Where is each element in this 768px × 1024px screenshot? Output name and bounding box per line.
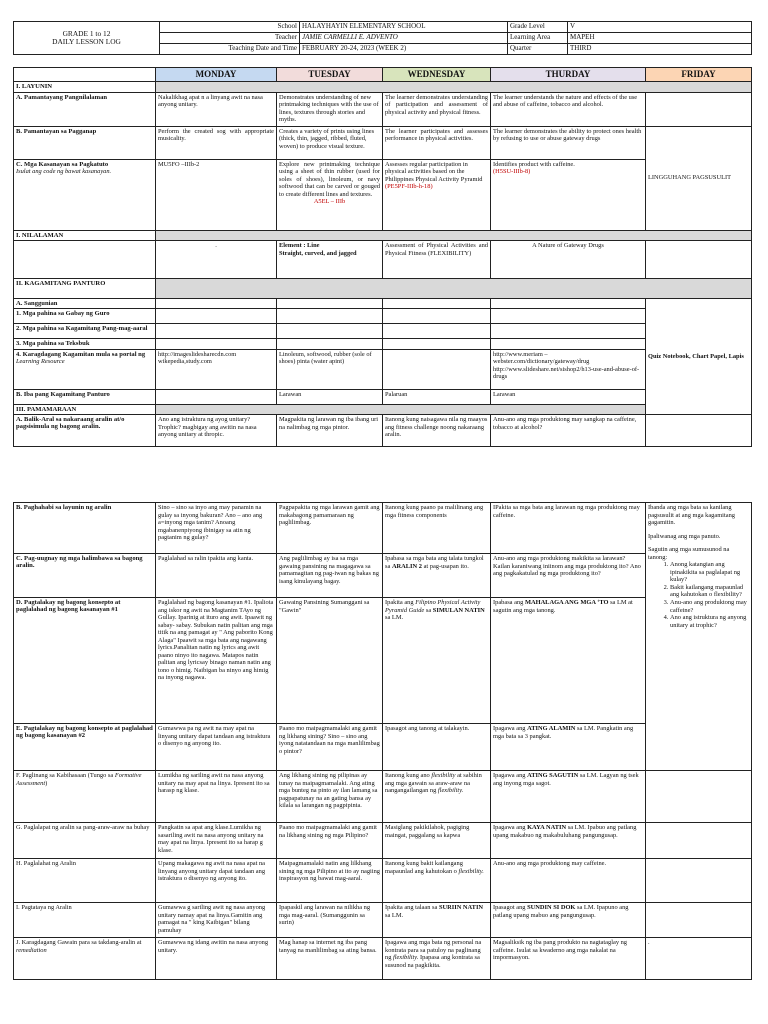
cell-e-thu xyxy=(491,724,646,771)
cell-f-mon: Lumikha ng sariling awit na nasa anyong unitary na may apat na linya. Ipresent ito sa harasp ng klase. xyxy=(156,771,277,823)
cell-bal-thu: Anu-ano ang mga produktong may sangkap na caffeine, tobacco at alcohol? xyxy=(491,415,646,447)
i-thu-bold: SUNDIN SI DOK xyxy=(527,904,576,911)
cell-i-mon: Gumawwa g sariling awit ng nasa anyong unitary namay apat na linya.Gamitin ang pamagat na " king Kaibigan" bilang pamuhay xyxy=(156,903,277,938)
i-wed-2: sa LM. xyxy=(385,911,404,919)
cell xyxy=(383,309,491,324)
cell-s4-tue: Linoleum, softwood, rubber (sole of shoes) pinta (water apint) xyxy=(277,349,383,389)
row-label-b: B. Pamantayan sa Pagganap xyxy=(14,126,156,159)
cell-n-wed: Assessment of Physical Activities and Physical Fitness (FLEXIBILITY) xyxy=(383,240,491,278)
row-label-paghahabi: B. Paghahabi sa layunin ng aralin xyxy=(14,503,156,554)
row-label-c-cell xyxy=(14,159,156,230)
c-thu-code: (H5SU-IIIb-8) xyxy=(493,168,531,176)
cell-i-wed xyxy=(383,903,491,938)
f-thu-1: Ipagawa ang xyxy=(493,772,526,779)
row-label-i: I. Pagtataya ng Aralin xyxy=(14,903,156,938)
section-nilalaman: I. NILALAMAN xyxy=(14,230,156,240)
cell-a-wed: The learner demonstrates understanding of participation and assessment of physical activity and physical fitness. xyxy=(383,92,491,126)
header-table xyxy=(13,21,752,55)
row-label-f: F. Paglinang sa Kabihasaan (Tungo sa xyxy=(16,772,114,779)
cell-c-wed xyxy=(383,159,491,230)
cell-j-thu: Magsaliksik ng iba pang produkto na nagtataglay ng caffeine. Isulat sa kwaderno ang mga nakalat na impormasyon. xyxy=(491,938,646,980)
h-wed-italic: flexibility. xyxy=(458,867,484,875)
cell xyxy=(383,324,491,339)
row-label-f-cell xyxy=(14,771,156,823)
cell-c-tue xyxy=(277,159,383,230)
row-label-a: A. Pamantayang Pangnilalaman xyxy=(14,92,156,126)
i-wed-bold: SURIIN NATIN xyxy=(438,904,484,911)
cell-b2-thu: IPakita sa mga bata ang larawan ng mga produktong may caffeine. xyxy=(491,503,646,554)
d-thu-2: sa LM at sagutin ang mga tanong. xyxy=(493,599,633,614)
cell-g-thu xyxy=(491,823,646,859)
cell-b2-wed: Itanong kung paano pa malilinang ang mga fitness components xyxy=(383,503,491,554)
cell-e-mon: Gumawwa pa ng awit na may apat na linyang unitary dapat tandaan ang istraktura o disenyo ng anyong ito. xyxy=(156,724,277,771)
cell-bal-mon: Ano ang istraktura ng ayog unitary? Trophic? magbigay ang awitin na nasa anyong unitary at thropic. xyxy=(156,415,277,447)
h-wed-1: Itanong kung bakit kailangang mapaunlad ang kahutokan o xyxy=(385,860,463,875)
n-tue-line1: Element : Line xyxy=(279,241,320,249)
d-thu-bold: MAHALAGA ANG MGA ‘TO xyxy=(524,599,609,606)
cell-n-tue xyxy=(277,240,383,278)
day-friday: FRIDAY xyxy=(646,68,752,82)
section-layunin: I. LAYUNIN xyxy=(14,81,156,92)
row-label-sanggunian: A. Sanggunian xyxy=(14,298,156,308)
cell-d-mon: Paglalahad ng bagong kasanayan #1. Ipaliota ang iskor ng awit na Magtanim TAyo ng Gullay. Iparinig at ituro ang awit. Ipaawit ng sabay- sabay. Subukan natin palitan ang mga titik na ang pamagat ay " Ang paborito Kong Alaga" Ipaawit sa mga bata ang nagawang lyrics.Panalitan natin ng lyrics ang awit paano ninyo ito nagawa. Matapos natin palitan ang lyricsay binago naman natin ang tono o himig. Naibigan ba ninyo ang himig na inyong nagawa. xyxy=(156,598,277,724)
cell-n-fri xyxy=(646,240,752,278)
section-band xyxy=(156,230,752,240)
quarter-value: THIRD xyxy=(568,44,752,55)
cell-h-mon: Upang makagawa ng awit na nasa apat na linyang anyong unitary dapat tandaan ang istraktura o disenyo ng anyong ito. xyxy=(156,859,277,903)
c2-wed-1: Ipabasa sa mga bata ang talata tungkol sa xyxy=(385,555,484,570)
row-label-h: H. Paglalahat ng Aralin xyxy=(14,859,156,903)
e-thu-1: Ipagawa ang xyxy=(493,725,526,732)
cell-i-fri xyxy=(646,903,752,938)
i-thu-1: Ipasagot ang xyxy=(493,904,526,911)
cell xyxy=(383,339,491,349)
d-wed-2: sa xyxy=(425,606,432,614)
row-label-f-end: ) xyxy=(45,779,48,787)
cell-b2-mon: Sino – sino sa inyo ang may panamin na gulay sa inyong bakuran? Ano – ano ang a=inyong mga tanim? Anoang mgabanenpiyong ibinigay sa atin ng pagtanim ng gulay? xyxy=(156,503,277,554)
log-title: DAILY LESSON LOG xyxy=(52,37,121,46)
day-monday: MONDAY xyxy=(156,68,277,82)
cell-bal-fri xyxy=(646,415,752,447)
row-label-s4-italic: Learning Resource xyxy=(16,358,65,366)
cell xyxy=(277,309,383,324)
row-label-j: J. Karagdagang Gawain para sa takdang-aralin at xyxy=(16,939,142,946)
day-wednesday: WEDNESDAY xyxy=(383,68,491,82)
nilalaman-label-cell xyxy=(14,240,156,278)
d-wed-3: sa LM. xyxy=(385,614,404,622)
lesson-table-part1 xyxy=(13,67,752,447)
date-label: Teaching Date and Time xyxy=(160,44,300,55)
cell-h-wed xyxy=(383,859,491,903)
header-title-cell xyxy=(14,22,160,55)
cell-d-thu xyxy=(491,598,646,724)
cell-j-wed xyxy=(383,938,491,980)
grade-level-value: V xyxy=(568,22,752,33)
row-label-balik-aral: A. Balik-Aral sa nakaraang aralin at/o pagsisimula ng bagong aralin. xyxy=(14,415,156,447)
row-label-d: D. Pagtalakay ng bagong konsepto at paglalahad ng bagong kasanayan #1 xyxy=(14,598,156,724)
c-thu-text: Identifies product with caffeine. xyxy=(493,160,575,168)
section-band xyxy=(156,404,646,414)
cell-g-mon: Pangkatin sa apat ang klase.Lumikha ng sasariling awit na nasa anyong unitary na may apat na linya. Ipresent ito sa harap g klase. xyxy=(156,823,277,859)
cell-e-tue: Paano mo maipagmamalaki ang gamit ng likhang sining? Sino – sino ang iyong natatandaan na mga manlilimbag o pintor? xyxy=(277,724,383,771)
f-thu-bold: ATING SAGUTIN xyxy=(527,772,579,779)
section-band xyxy=(156,81,752,92)
c-tue-text: Explore new printmaking technique using a sheet of thin rubber (used for soles of shoes), linoleum, or navy softwood that can be carved or gouged to create different lines and textures. xyxy=(279,160,380,198)
grade-level-label: Grade Level xyxy=(508,22,568,33)
cell-c2-wed xyxy=(383,554,491,598)
d-wed-bold: SIMULAN NATIN xyxy=(432,606,485,614)
f-thu-2: sa LM. Lagyan ng tsek ang inyong mga sagot. xyxy=(493,772,639,787)
d-thu-1: Ipabasa ang xyxy=(493,599,524,606)
e-thu-bold: ATING ALAMIN xyxy=(527,725,576,732)
cell-s4-thu: http://www.meriam –webster.com/dictionary/gateway/drug http://www.slideshare.net/sishop2/h13-use-and-abuse-of-drugs xyxy=(491,349,646,389)
row-label-c-note: Isulat ang code ng bawat kasanayan. xyxy=(16,167,112,175)
cell xyxy=(491,339,646,349)
c-wed-text: Assesses regular participation in physical activities based on the Philippines Physical Activity Pyramid xyxy=(385,160,483,183)
teacher-value: JAMIE CARMELLI E. ADVENTO xyxy=(300,33,508,44)
row-label-s4: 4. Karagdagang Kagamitan mula sa portal ng xyxy=(16,350,146,358)
g-thu-bold: KAYA NATIN xyxy=(527,824,567,831)
fri-intro-b: Ibanda ang mga bata sa kanilang pagsusulit at ang mga kagamitang gagamitin. xyxy=(648,504,735,527)
cell-s4-mon: http://imageslidesharecdn.com wikepedia,study.com xyxy=(156,349,277,389)
cell-h-fri xyxy=(646,859,752,903)
cell xyxy=(277,298,383,308)
cell xyxy=(277,324,383,339)
cell xyxy=(156,309,277,324)
school-value: HALAYHAYIN ELEMENTARY SCHOOL xyxy=(300,22,508,33)
f-wed-italic: flexibility xyxy=(431,772,456,779)
row-label-j-cell xyxy=(14,938,156,980)
section-kagamitan: II. KAGAMITANG PANTURO xyxy=(14,278,156,298)
cell-a-tue: Demonstrates understanding of new printmaking techniques with the use of lines, textures through stories and myths. xyxy=(277,92,383,126)
j-wed-italic: flexibility. xyxy=(393,954,419,962)
cell xyxy=(277,339,383,349)
fri-instructions: Ipaliwanag ang mga panuto. xyxy=(648,532,721,540)
cell-n-thu: A Nature of Gateway Drugs xyxy=(491,240,646,278)
row-label-e: E. Pagtalakay ng bagong konsepto at paglalahad ng bagong kasanayan #2 xyxy=(14,724,156,771)
cell-n-mon: . xyxy=(156,240,277,278)
row-label-f-italic: Formative Assessment xyxy=(16,772,142,787)
row-label-iba-pang: B. Iba pang Kagamitang Panturo xyxy=(14,389,156,404)
c-wed-code: (PE5PF-IIIb-h-18) xyxy=(385,183,433,191)
f-wed-1: Itanong kung ano xyxy=(385,772,430,779)
cell-g-tue: Paano mo maipagmamalaki ang gamit na likhang sining ng mga Pilipino? xyxy=(277,823,383,859)
cell-c2-thu: Anu-ano ang mga produktong makikita sa larawan? Kailan karaniwang iniinom ang mga produktong ito? Ano ang pagkakatulad ng mga produktong ito? xyxy=(491,554,646,598)
g-thu-1: Ipagawa ang xyxy=(493,824,526,831)
cell xyxy=(491,309,646,324)
cell-ib-tue: Larawan xyxy=(277,389,383,404)
teacher-label: Teacher xyxy=(160,33,300,44)
cell xyxy=(156,298,277,308)
n-tue-line2: Straight, curved, and jagged xyxy=(279,249,357,257)
cell-c2-tue: Ang paglilimbag ay isa sa mga gawaing pansining na magagawa sa pamamagitan ng pag-iwan ng bakas ng isang kinulayang bagay. xyxy=(277,554,383,598)
cell-b-thu: The learner demonstrates the ability to protect ones health by refusing to use or abuse gateway drugs xyxy=(491,126,646,159)
cell-b-mon: Perform the created sog with appropriate musicality. xyxy=(156,126,277,159)
cell-c2-mon: Paglalahad sa ralin ipakita ang kanta. xyxy=(156,554,277,598)
i-thu-2: sa LM. Ipapuno ang patlang upang mabuo ang pangungusap. xyxy=(493,904,629,919)
cell xyxy=(156,324,277,339)
cell-ib-wed: Palaruan xyxy=(383,389,491,404)
cell-i-thu xyxy=(491,903,646,938)
fri-question-list xyxy=(664,561,749,629)
cell-h-tue: Maipagmamalaki natin ang lilkhang sining ng mga Pilipino at ito ay nagiing inspirasyon ng bawat mag-aaral. xyxy=(277,859,383,903)
cell-g-wed: Masiglang pakikilahok, pagiging maingat, paggalang sa kapwa xyxy=(383,823,491,859)
fri-question-intro: Sagutin ang mga sumusunod na tanong: xyxy=(648,546,730,561)
e-thu-2: sa LM. Pangkatin ang mga bata sa 3 pangkat. xyxy=(493,725,634,740)
cell-j-mon: Gumawwa ng idang awitin na nasa anyong unitary. xyxy=(156,938,277,980)
c2-wed-bold: ARALIN 2 xyxy=(391,562,422,570)
cell-g-fri xyxy=(646,823,752,859)
cell xyxy=(383,298,491,308)
g-thu-2: sa LM. Ipabuo ang patlang upang makabuo ng makabuluhang pangungusap. xyxy=(493,824,637,839)
j-wed-2: Ipapasa ang kontrata sa susunod na pagkikita. xyxy=(385,954,480,969)
cell-j-tue: Mag hanap sa internet ng iba pang tanyag na manlilimbag sa ating bansa. xyxy=(277,938,383,980)
cell-a-mon: Nakalikhag apat n a linyang awit na nasa anyong unitary. xyxy=(156,92,277,126)
corner-cell xyxy=(14,68,156,82)
c-tue-code: A5EL – IIIb xyxy=(313,198,346,206)
cell-bal-tue: Magpakita ng larawan ng iba ibang uri na nalimbag ng mga pintor. xyxy=(277,415,383,447)
cell-s4-wed xyxy=(383,349,491,389)
cell-ib-thu: Larawan xyxy=(491,389,646,404)
cell-a-fri xyxy=(646,92,752,126)
section-band xyxy=(156,278,752,298)
d-wed-italic: Filipino Physical Activity Pyramid Guide xyxy=(385,599,481,614)
i-wed-1: Ipakita ang talaan sa xyxy=(385,904,438,911)
cell-f-thu xyxy=(491,771,646,823)
cell-f-wed xyxy=(383,771,491,823)
row-label-paguugnay: C. Pag-uugnay ng mga halimbawa sa bagong aralin. xyxy=(14,554,156,598)
cell-f-fri xyxy=(646,771,752,823)
fri-question: 4. Ano ang istruktura ng anyong unitary at trophic? xyxy=(670,614,749,629)
row-label-g: G. Paglalapat ng aralin sa pang-araw-araw na buhay xyxy=(14,823,156,859)
cell-d-tue: Gawaing Pansining Sumanggani sa "Gawin" xyxy=(277,598,383,724)
day-tuesday: TUESDAY xyxy=(277,68,383,82)
cell-i-tue: Ipapaskil ang larawan na nilikha ng mga mag-aaral. (Sumanggunin sa surin) xyxy=(277,903,383,938)
cell-a-thu: The learner understands the nature and effects of the use and abuse of caffeine, tobacco and alcohol. xyxy=(491,92,646,126)
cell xyxy=(491,324,646,339)
f-wed-2: at sabihin ang mga gawain sa araw-araw na nangangailangan ng xyxy=(385,772,482,795)
cell xyxy=(491,298,646,308)
lesson-table-part2 xyxy=(13,502,752,980)
fri-question: 3. Anu-ano ang produktong may caffeine? xyxy=(670,599,749,614)
f-wed-italic2: flexibility. xyxy=(437,787,464,795)
grade-title: GRADE 1 to 12 xyxy=(62,28,111,38)
c2-wed-2: at pag-usapan ito. xyxy=(423,562,469,570)
cell-h-thu: Anu-ano ang mga produktong may caffeine. xyxy=(491,859,646,903)
row-label-s3: 3. Mga pahina sa Teksbuk xyxy=(14,339,156,349)
row-label-s1: 1. Mga pahina sa Gabay ng Guro xyxy=(14,309,156,324)
learning-area-label: Learning Area xyxy=(508,33,568,44)
fri-question: 2. Bakit kailangang mapaunlad ang kahutokan o flexibility? xyxy=(670,584,749,599)
school-label: School xyxy=(160,22,300,33)
cell-b2-tue: Pagpapakita ng mga larawan gamit ang makabagong pamamaraan ng paglilimbag. xyxy=(277,503,383,554)
cell xyxy=(156,339,277,349)
quarter-label: Quarter xyxy=(508,44,568,55)
cell-d-wed xyxy=(383,598,491,724)
section-pamamaraan: III. PAMAMARAAN xyxy=(14,404,156,414)
learning-area-value: MAPEH xyxy=(568,33,752,44)
date-value: FEBRUARY 20-24, 2023 (WEEK 2) xyxy=(300,44,508,55)
row-label-j-italic: remediation xyxy=(16,946,47,954)
row-label-c: C. Mga Kasanayan sa Pagkatuto xyxy=(16,160,109,168)
cell-fri-quiz xyxy=(646,503,752,771)
row-label-s4-cell xyxy=(14,349,156,389)
cell-j-fri: . xyxy=(646,938,752,980)
j-wed-1: Ipagawa ang mga bata ng personal na kontrata para sa patuloy na paglinang ng xyxy=(385,939,482,962)
cell-f-tue: Ang likhang sining ng pilipinas ay tunay na maipagmamalaki. Ang ating mga bunteg na pinto ay ilan lamang sa pagpapatunay na an gating bansa ay kilala sa larangan ng pagpipinta. xyxy=(277,771,383,823)
cell-c-thu xyxy=(491,159,646,230)
d-wed-1: Ipakita ang xyxy=(385,599,414,606)
cell-bal-wed: Itanong kung naisagawa nila ng maayos ang fitness challenge noong nakaraang aralin. xyxy=(383,415,491,447)
fri-question: 1. Anong katangian ang ipinakikita sa paglalapat ng kulay? xyxy=(670,561,749,584)
cell-e-wed: Ipasagot ang tanong at talakayin. xyxy=(383,724,491,771)
cell-kagamitan-fri: Quiz Notebook, Chart Papel, Lapis xyxy=(646,298,752,414)
row-label-s2: 2. Mga pahina sa Kagamitang Pang-mag-aaral xyxy=(14,324,156,339)
cell-b-fri: LINGGUHANG PAGSUSULIT xyxy=(646,126,752,230)
cell xyxy=(156,389,277,404)
day-thursday: THURDAY xyxy=(491,68,646,82)
cell-b-wed: The learner participates and assesses performance in physical activities. xyxy=(383,126,491,159)
cell-b-tue: Creates a variety of prints using lines (thick, thin, jagged, ribbed, fluted, woven) to produce visual texture. xyxy=(277,126,383,159)
cell-c-mon: MU5FO –IIIb-2 xyxy=(156,159,277,230)
